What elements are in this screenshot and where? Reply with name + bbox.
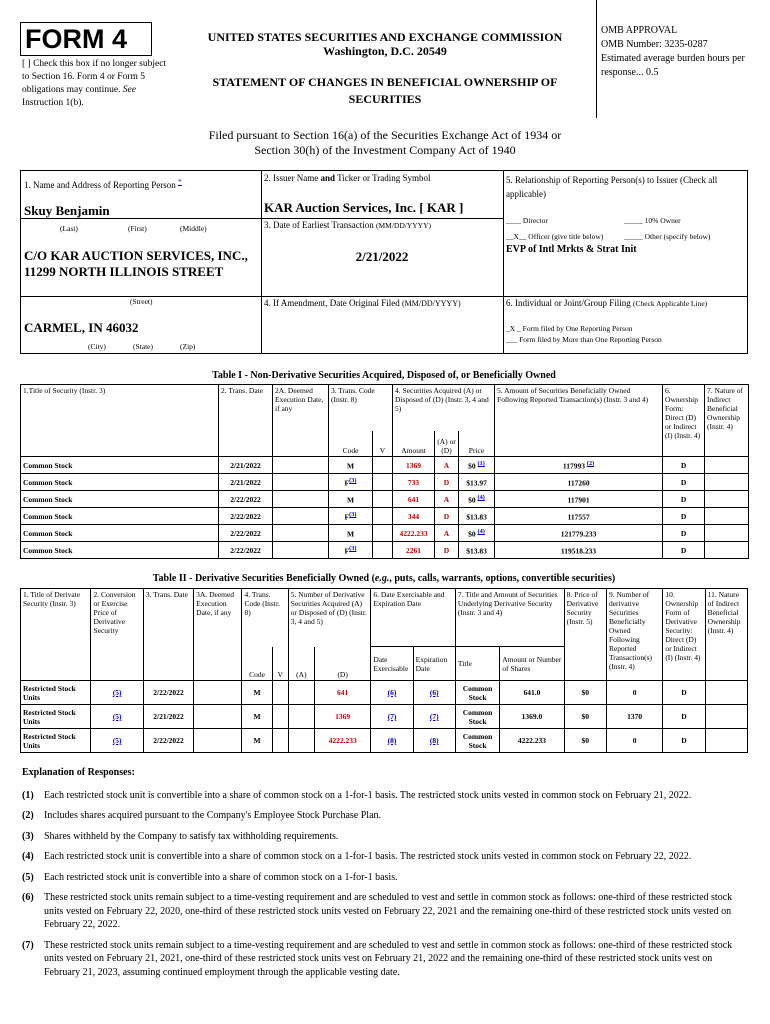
t2-title: Restricted Stock Units [23, 731, 76, 750]
t1-owned: 117260 [567, 478, 590, 488]
t1-ad: A [443, 528, 450, 538]
note-number: (1) [22, 789, 34, 801]
t1-form: D [680, 511, 687, 521]
issuer-label: 2. Issuer Name and Ticker or Trading Symbol [264, 173, 431, 183]
t1-form: D [680, 528, 687, 538]
earliest-date-label: 3. Date of Earliest Transaction (MM/DD/YYYY) [264, 220, 431, 230]
note-number: (4) [22, 851, 34, 862]
t1-date: 2/22/2022 [230, 545, 261, 555]
filing-more-option: ___ Form filed by More than One Reporting Person [506, 335, 662, 344]
t1-h-own: 6. Ownership Form: Direct (D) or Indirect (I) (Instr. 4) [663, 385, 705, 457]
t1-title: Common Stock [23, 545, 73, 555]
note-text: Each restricted stock unit is convertible into a share of common stock on a 1-for-1 basis. [44, 871, 398, 883]
t1-title: Common Stock [23, 460, 73, 470]
t1-ad: D [443, 511, 450, 521]
t1-code: M [346, 461, 355, 471]
footnote-link[interactable]: (3) [349, 477, 357, 485]
relationship-label: 5. Relationship of Reporting Person(s) to Issuer (Check all applicable) [506, 175, 718, 199]
t2-form: D [681, 688, 687, 697]
t1-sh-amount: Amount [393, 431, 435, 457]
t1-code: M [346, 529, 355, 539]
t1-owned: 117901 [567, 495, 590, 505]
table1 [20, 384, 749, 559]
t2-form: D [681, 736, 687, 745]
t1-ad: D [443, 545, 450, 555]
t2-sh-v: V [272, 647, 288, 681]
t1-amount: 344 [407, 511, 420, 521]
t2-h-own: 10. Ownership Form of Derivative Security: Direct (D) or Indirect (I) (Instr. 4) [663, 589, 705, 681]
footnote-link[interactable]: (4) [477, 528, 485, 536]
t2-number-owned: 0 [632, 736, 637, 745]
note-text: These restricted stock units remain subject to a time-vesting requirement and are scheduled to vest and settle in common stock as follows: one-third of these restricted stock units vested on February 22, 2020, one-third of these restricted stock units vested on February 22, 2021 and the remaining one-third of these restricted stock units vested on February 22, 2022. [44, 892, 733, 930]
t1-h-date: 2. Trans. Date [219, 385, 273, 457]
t2-h-under: 7. Title and Amount of Securities Underlying Derivative Security (Instr. 3 and 4) [455, 589, 564, 647]
filed-pursuant: Filed pursuant to Section 16(a) of the Securities Exchange Act of 1934 or Section 30(h) of the Investment Company Act of 1940 [208, 128, 562, 157]
table1-row [21, 508, 749, 525]
zip-label: (Zip) [180, 342, 196, 351]
t1-h-nature: 7. Nature of Indirect Beneficial Ownership (Instr. 4) [705, 385, 749, 457]
t2-underlying-amount: 4222.233 [517, 736, 546, 745]
t2-title: Restricted Stock Units [23, 707, 76, 726]
note-text: These restricted stock units remain subject to a time-vesting requirement and are scheduled to vest and settle in common stock as follows: one-third of these restricted stock units vested on February 21, 2021, one-third of these restricted stock units vest on February 21, 2022 and the remaining one-third of these restricted stock units vest on February 21, 2023, assuming continued employment through the applicable vesting date. [44, 939, 733, 978]
t1-sh-ad: (A) or (D) [435, 431, 459, 457]
t2-underlying-title: Common Stock [462, 683, 493, 702]
filing-one-option: _X _ Form filed by One Reporting Person [506, 324, 633, 333]
footnote-link[interactable]: (7) [387, 712, 397, 721]
t2-underlying-title: Common Stock [462, 731, 493, 750]
explanation-note [22, 939, 744, 980]
t1-date: 2/22/2022 [230, 494, 261, 504]
t1-price: $13.83 [466, 546, 487, 556]
note-text: Shares withheld by the Company to satisfy tax withholding requirements. [44, 830, 339, 842]
t1-amount: 1369 [406, 460, 421, 470]
t1-h-acq: 4. Securities Acquired (A) or Disposed of (D) (Instr. 3, 4 and 5) [393, 385, 495, 431]
table1-title: Table I - Non-Derivative Securities Acquired, Disposed of, or Beneficially Owned [212, 370, 556, 381]
t1-amount: 2261 [406, 545, 421, 555]
reporting-person-name: Skuy Benjamin [24, 203, 110, 218]
note-text: Each restricted stock unit is convertible into a share of common stock on a 1-for-1 basis. The restricted stock units vested in common stock on February 22, 2022. [44, 851, 692, 862]
t1-h-deemed: 2A. Deemed Execution Date, if any [273, 385, 329, 457]
table2 [20, 588, 748, 753]
t2-h-code: 4. Trans. Code (Instr. 8) [242, 589, 288, 647]
t2-h-date: 3. Trans. Date [143, 589, 193, 681]
explanation-note [22, 850, 744, 864]
t1-owned: 117993 [562, 461, 585, 471]
t2-h-price: 8. Price of Derivative Security (Instr. 5) [564, 589, 606, 681]
table1-row [21, 457, 749, 474]
footnote-link[interactable]: (6) [429, 688, 439, 697]
statement-title: STATEMENT OF CHANGES IN BENEFICIAL OWNERSHIP OF SECURITIES [212, 75, 558, 106]
explanation-section [22, 766, 744, 986]
issuer-name: KAR Auction Services, Inc. [ KAR ] [264, 200, 464, 215]
explanation-note [22, 830, 744, 844]
city-label: (City) [88, 342, 106, 351]
t1-code: F [344, 478, 350, 488]
t1-date: 2/22/2022 [230, 511, 261, 521]
table1-row [21, 491, 749, 508]
t2-h-exdate: 6. Date Exercisable and Expiration Date [371, 589, 456, 647]
t1-amount: 641 [407, 494, 420, 504]
note-number: (3) [22, 830, 34, 842]
form-title: FORM 4 [25, 24, 128, 54]
t1-ad: D [443, 477, 450, 487]
t1-date: 2/22/2022 [230, 528, 261, 538]
t2-sh-amt: Amount or Number of Shares [500, 647, 564, 681]
t1-h-title: 1.Title of Security (Instr. 3) [21, 385, 219, 457]
note-number: (2) [22, 810, 34, 821]
t2-title: Restricted Stock Units [23, 683, 76, 702]
t2-form: D [681, 712, 687, 721]
filing-label: 6. Individual or Joint/Group Filing (Check Applicable Line) [506, 298, 708, 308]
t1-ad: A [443, 460, 450, 470]
divider-col2 [503, 170, 504, 354]
t2-underlying-amount: 1369.0 [521, 712, 543, 721]
t1-form: D [680, 545, 687, 555]
t2-sh-title: Title [455, 647, 499, 681]
explanation-note [22, 809, 744, 823]
t2-number-owned: 1370 [627, 712, 643, 721]
t2-h-num: 5. Number of Derivative Securities Acquired (A) or Disposed of (D) (Instr. 3, 4 and 5) [288, 589, 371, 647]
director-option: ____ Director [506, 216, 548, 225]
t1-owned: 121779.233 [560, 529, 597, 539]
section16-check-text: [ ] Check this box if no longer subject to Section 16. Form 4 or Form 5 obligations may continue. See Instruction 1(b). [22, 59, 167, 108]
reporting-street: C/O KAR AUCTION SERVICES, INC., 11299 NORTH ILLINOIS STREET [24, 248, 248, 279]
other-option: _____ Other (specify below) [624, 232, 711, 241]
middle-label: (Middle) [180, 224, 207, 233]
t1-price: $0 [468, 461, 476, 471]
t1-title: Common Stock [23, 511, 73, 521]
agency-heading: UNITED STATES SECURITIES AND EXCHANGE COMMISSION Washington, D.C. 20549 [207, 30, 563, 58]
ten-percent-option: _____ 10% Owner [624, 216, 681, 225]
t2-h-numder: 9. Number of derivative Securities Beneficially Owned Following Reported Transaction(s) (Instr. 4) [606, 589, 662, 681]
t1-price: $13.83 [466, 512, 487, 522]
footnote-link[interactable]: (7) [429, 712, 439, 721]
note-number: (7) [22, 939, 34, 951]
t2-h-title: 1. Title of Derivate Security (Instr. 3) [21, 589, 91, 681]
omb-divider [596, 0, 597, 118]
footnote-link[interactable]: (6) [387, 688, 397, 697]
explanation-note [22, 891, 744, 932]
note-number: (6) [22, 892, 34, 903]
t2-date: 2/21/2022 [153, 712, 184, 721]
t2-disposed: 1369 [335, 712, 351, 721]
t1-sh-price: Price [459, 431, 495, 457]
table1-row [21, 474, 749, 491]
table2-title: Table II - Derivative Securities Beneficially Owned (e.g., puts, calls, warrants, options, convertible securities) [152, 573, 616, 584]
footnote-link[interactable]: (4) [477, 494, 485, 502]
table2-row [21, 705, 748, 729]
form-title-box [20, 22, 152, 56]
t2-price: $0 [581, 736, 590, 745]
explanation-note [22, 871, 744, 885]
footnote-link[interactable]: (5) [112, 688, 122, 697]
t2-number-owned: 0 [632, 688, 637, 697]
t1-code: F [344, 546, 350, 556]
t1-title: Common Stock [23, 477, 73, 487]
explanation-note [22, 789, 744, 803]
footnote-link[interactable]: (8) [387, 736, 397, 745]
t1-h-amount: 5. Amount of Securities Beneficially Owned Following Reported Transaction(s) (Instr. 3 and 4) [495, 385, 663, 457]
t2-price: $0 [581, 712, 590, 721]
t2-underlying-title: Common Stock [462, 707, 493, 726]
t1-owned: 119518.233 [560, 546, 597, 556]
t2-h-nature: 11. Nature of Indirect Beneficial Ownership (Instr. 4) [705, 589, 747, 681]
t1-ad: A [443, 494, 450, 504]
footnote-link[interactable]: (5) [112, 736, 122, 745]
footnote-link[interactable]: (1) [477, 460, 485, 468]
t1-code: M [346, 495, 355, 505]
t2-h-deemed: 3A. Deemed Execution Date, if any [194, 589, 242, 681]
footnote-link[interactable]: (3) [349, 545, 357, 553]
t1-amount: 733 [407, 477, 420, 487]
last-label: (Last) [60, 224, 78, 233]
t1-title: Common Stock [23, 494, 73, 504]
table2-row [21, 681, 748, 705]
t2-disposed: 4222.233 [328, 736, 357, 745]
t2-price: $0 [581, 688, 590, 697]
table2-row [21, 729, 748, 753]
t1-sh-v: V [373, 431, 393, 457]
t1-price: $0 [468, 529, 476, 539]
state-label: (State) [133, 342, 153, 351]
t1-price: $13.97 [466, 478, 487, 488]
t1-title: Common Stock [23, 528, 73, 538]
t1-amount: 4222.233 [399, 528, 428, 538]
omb-approval-box: OMB APPROVAL OMB Number: 3235-0287 Estimated average burden hours per response... 0.5 [601, 25, 745, 78]
t1-owned: 117557 [567, 512, 590, 522]
t2-sh-a: (A) [288, 647, 314, 681]
note-text: Each restricted stock unit is convertible into a share of common stock on a 1-for-1 basis. The restricted stock units vested in common stock on February 21, 2022. [44, 789, 692, 801]
t2-h-conv: 2. Conversion or Exercise Price of Derivative Security [91, 589, 143, 681]
table1-row [21, 525, 749, 542]
t1-code: F [344, 512, 350, 522]
t1-form: D [680, 460, 687, 470]
note-number: (5) [22, 871, 34, 883]
t1-date: 2/21/2022 [230, 460, 261, 470]
t1-date: 2/21/2022 [230, 477, 261, 487]
t1-h-code: 3. Trans. Code (Instr. 8) [329, 385, 393, 431]
t2-sh-exer: Date Exercisable [371, 647, 413, 681]
t1-price: $0 [468, 495, 476, 505]
t2-code: M [253, 736, 261, 745]
asterisk-link[interactable]: * [177, 177, 182, 186]
footnote-link[interactable]: (5) [112, 712, 122, 721]
t2-sh-code: Code [242, 647, 272, 681]
t2-underlying-amount: 641.0 [523, 688, 541, 697]
footnote-link[interactable]: (8) [429, 736, 439, 745]
explanation-list [22, 789, 744, 980]
reporting-city: CARMEL, IN 46032 [24, 320, 139, 335]
officer-title: EVP of Intl Mrkts & Strat Init [506, 244, 637, 255]
t2-sh-d: (D) [314, 647, 370, 681]
street-label: (Street) [130, 297, 153, 306]
first-label: (First) [128, 224, 147, 233]
earliest-date: 2/21/2022 [355, 249, 409, 264]
explanation-title: Explanation of Responses: [22, 767, 135, 778]
t1-form: D [680, 477, 687, 487]
amendment-label: 4. If Amendment, Date Original Filed (MM/DD/YYYY) [264, 298, 461, 308]
issuer-rule [261, 218, 503, 219]
footnote-link[interactable]: (3) [349, 511, 357, 519]
reporting-person-label: 1. Name and Address of Reporting Person * [24, 177, 182, 190]
note-text: Includes shares acquired pursuant to the Company's Employee Stock Purchase Plan. [44, 810, 382, 821]
t1-form: D [680, 494, 687, 504]
t2-sh-exp: Expiration Date [413, 647, 455, 681]
t2-date: 2/22/2022 [153, 688, 184, 697]
t2-disposed: 641 [337, 688, 349, 697]
t2-code: M [253, 688, 261, 697]
table1-row [21, 542, 749, 559]
t2-code: M [253, 712, 261, 721]
footnote-link[interactable]: (2) [586, 460, 595, 468]
officer-option: __X__ Officer (give title below) [506, 232, 604, 241]
t1-sh-code: Code [329, 431, 373, 457]
t2-date: 2/22/2022 [153, 736, 184, 745]
